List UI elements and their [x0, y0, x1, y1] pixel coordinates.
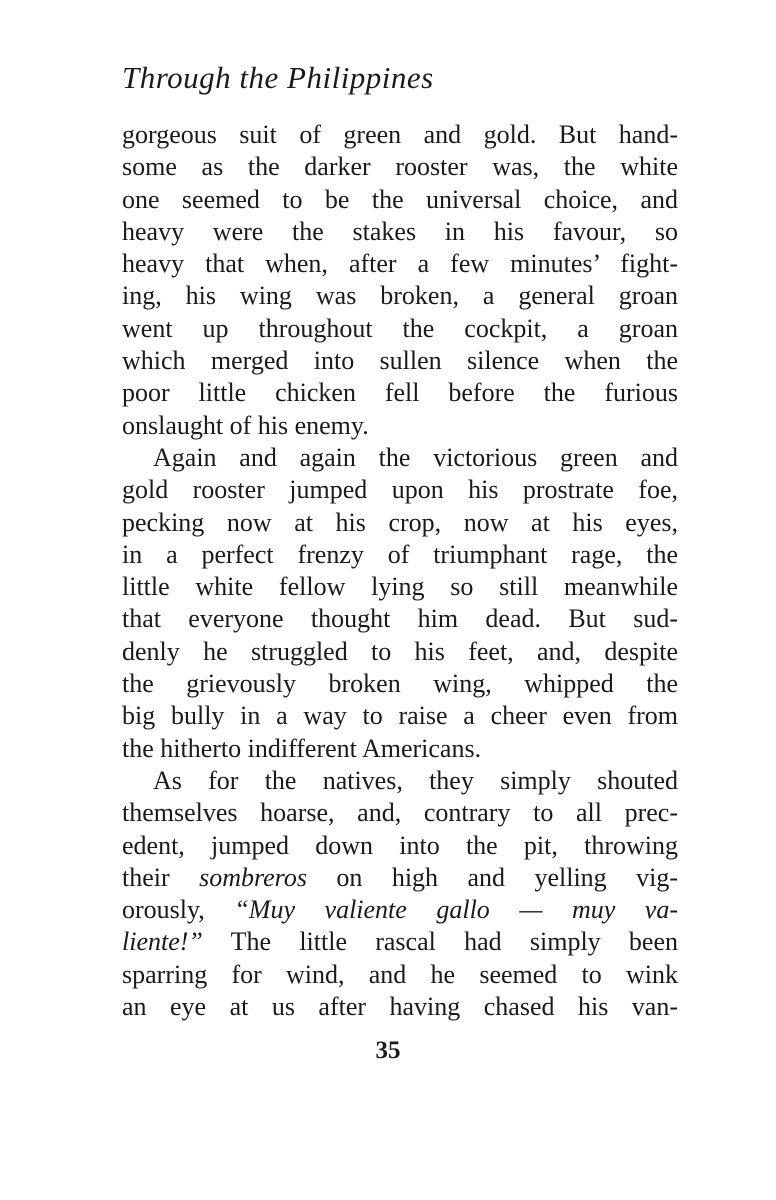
text-line: an eye at us after having chased his van- — [122, 992, 678, 1022]
italic-phrase: “Muy valiente gallo — muy va- — [234, 895, 678, 925]
body-text — [122, 119, 678, 1023]
text-line: sparring for wind, and he seemed to wink — [122, 959, 678, 989]
text-line: that everyone thought him dead. But sud- — [122, 604, 678, 634]
italic-phrase: liente!” — [122, 927, 203, 957]
text-line — [122, 926, 678, 958]
paragraph-first-line: Again and again the victorious green and — [153, 442, 678, 472]
line-text: The little rascal had simply been — [202, 927, 678, 957]
text-line: which merged into sullen silence when the — [122, 346, 678, 376]
text-line: gold rooster jumped upon his prostrate foe, — [122, 475, 678, 505]
text-line: some as the darker rooster was, the white — [122, 152, 678, 182]
text-line: the grievously broken wing, whipped the — [122, 669, 678, 699]
text-line: heavy that when, after a few minutes’ fight- — [122, 249, 678, 279]
line-text: orously, — [122, 895, 235, 925]
paragraph-end-line: the hitherto indifferent Americans. — [122, 733, 482, 763]
text-line: little white fellow lying so still meanwhile — [122, 572, 678, 602]
text-line — [122, 862, 678, 894]
text-line: heavy were the stakes in his favour, so — [122, 216, 678, 246]
text-line: gorgeous suit of green and gold. But hand- — [122, 120, 678, 149]
text-line: went up throughout the cockpit, a groan — [122, 313, 678, 343]
paragraph-first-line: As for the natives, they simply shouted — [153, 765, 678, 795]
italic-phrase: sombreros — [199, 862, 307, 892]
text-line: poor little chicken fell before the furious — [122, 378, 678, 408]
text-line: pecking now at his crop, now at his eyes, — [122, 507, 678, 537]
running-head: Through the Philippines — [122, 60, 434, 95]
page-number: 35 — [375, 1037, 401, 1064]
text-line: one seemed to be the universal choice, and — [122, 184, 678, 214]
text-line: edent, jumped down into the pit, throwing — [122, 830, 678, 860]
text-line: ing, his wing was broken, a general groan — [122, 281, 678, 311]
text-line: denly he struggled to his feet, and, despite — [122, 636, 678, 666]
text-line: in a perfect frenzy of triumphant rage, the — [122, 539, 678, 569]
line-text: on high and yelling vig- — [306, 862, 678, 892]
line-text: their — [122, 862, 200, 892]
paragraph-end-line: onslaught of his enemy. — [122, 410, 369, 440]
text-line: big bully in a way to raise a cheer even from — [122, 701, 678, 731]
text-line: themselves hoarse, and, contrary to all prec- — [122, 798, 678, 828]
text-line — [122, 894, 678, 926]
